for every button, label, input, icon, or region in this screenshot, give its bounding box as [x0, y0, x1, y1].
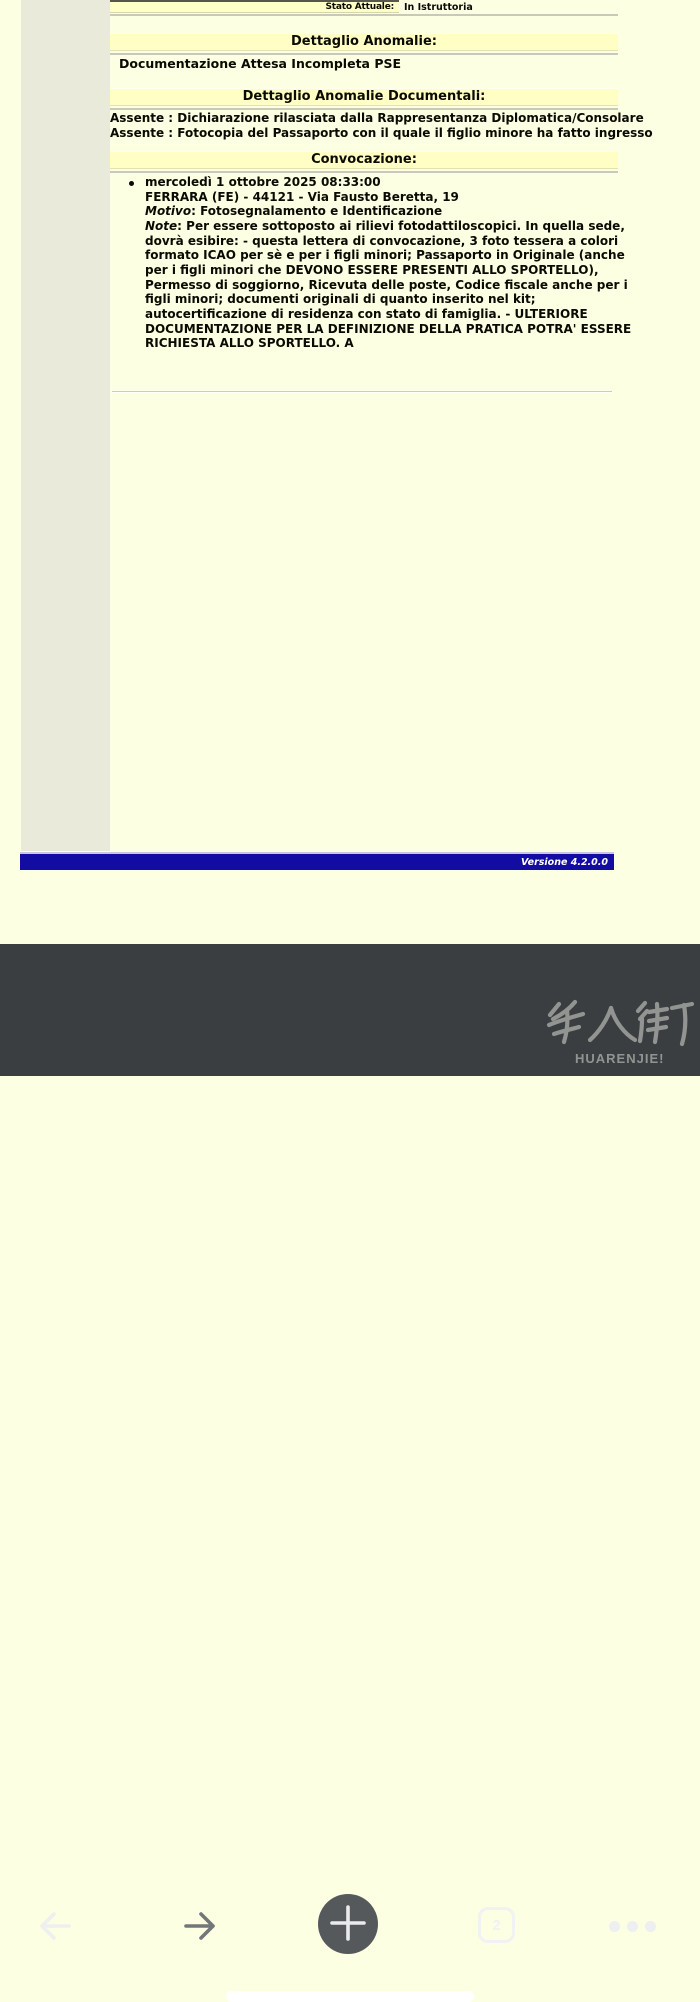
ellipsis-icon — [645, 1921, 656, 1932]
row-separator — [110, 53, 618, 55]
version-label: Versione 4.2.0.0 — [520, 856, 608, 868]
note-line: autocertificazione di residenza con stato di famiglia. - ULTERIORE — [145, 306, 588, 321]
note-line: DOCUMENTAZIONE PER LA DEFINIZIONE DELLA PRATICA POTRA' ESSERE — [145, 321, 632, 336]
row-separator — [110, 14, 618, 16]
convocazione-note: Note: Per essere sottoposto ai rilievi fotodattiloscopici. In quella sede, — [145, 218, 625, 233]
note-line: Permesso di soggiorno, Ricevuta delle poste, Codice fiscale anche per i — [145, 277, 628, 292]
documentali-line: Assente : Fotocopia del Passaporto con il quale il figlio minore ha fatto ingresso — [110, 126, 653, 140]
home-indicator[interactable] — [226, 1991, 474, 2002]
back-button[interactable] — [35, 1906, 75, 1946]
arrow-left-icon — [35, 1934, 75, 1949]
page-footer-bar — [20, 852, 614, 870]
convocazione-item — [145, 175, 631, 351]
tab-counter-button[interactable] — [478, 1907, 515, 1943]
note-line: dovrà esibire: - questa lettera di convocazione, 3 foto tessera a colori — [145, 233, 619, 248]
section-title-convocazione: Convocazione: — [110, 151, 618, 169]
ellipsis-icon — [609, 1921, 620, 1932]
convocazione-location: FERRARA (FE) - 44121 - Via Fausto Beretta, 19 — [145, 189, 459, 204]
documentali-line: Assente : Dichiarazione rilasciata dalla Rappresentanza Diplomatica/Consolare — [110, 111, 644, 125]
note-line: per i figli minori che DEVONO ESSERE PRESENTI ALLO SPORTELLO), — [145, 262, 599, 277]
arrow-right-icon — [180, 1934, 220, 1949]
status-value: In Istruttoria — [404, 2, 473, 13]
list-bullet — [129, 181, 134, 186]
huarenjie-logo-text: HUARENJIE! — [575, 1051, 665, 1066]
new-tab-button[interactable] — [318, 1894, 378, 1954]
section-title-anomalie: Dettaglio Anomalie: — [110, 33, 618, 51]
status-label: Stato Attuale: — [325, 2, 394, 12]
section-title-documentali: Dettaglio Anomalie Documentali: — [110, 88, 618, 106]
status-label-cell — [110, 0, 399, 13]
anomalie-body: Documentazione Attesa Incompleta PSE — [119, 56, 402, 71]
convocazione-datetime: mercoledì 1 ottobre 2025 08:33:00 — [145, 175, 381, 189]
forward-button[interactable] — [180, 1906, 220, 1946]
plus-icon — [326, 1901, 370, 1948]
ellipsis-icon — [627, 1921, 638, 1932]
horizontal-rule — [112, 391, 612, 393]
convocazione-motivo: Motivo: Fotosegnalamento e Identificazione — [145, 204, 443, 219]
row-separator — [110, 171, 618, 173]
page-content — [110, 0, 653, 852]
note-line: formato ICAO per sè e per i figli minori; Passaporto in Originale (anche — [145, 248, 625, 263]
note-line: figli minori; documenti originali di quanto inserito nel kit; — [145, 292, 536, 307]
note-line: RICHIESTA ALLO SPORTELLO. A — [145, 336, 354, 351]
tab-count: 2 — [492, 1916, 501, 1934]
menu-button[interactable] — [609, 1921, 656, 1932]
huarenjie-watermark — [545, 998, 697, 1070]
row-separator — [110, 108, 618, 110]
page-left-column — [21, 0, 110, 851]
